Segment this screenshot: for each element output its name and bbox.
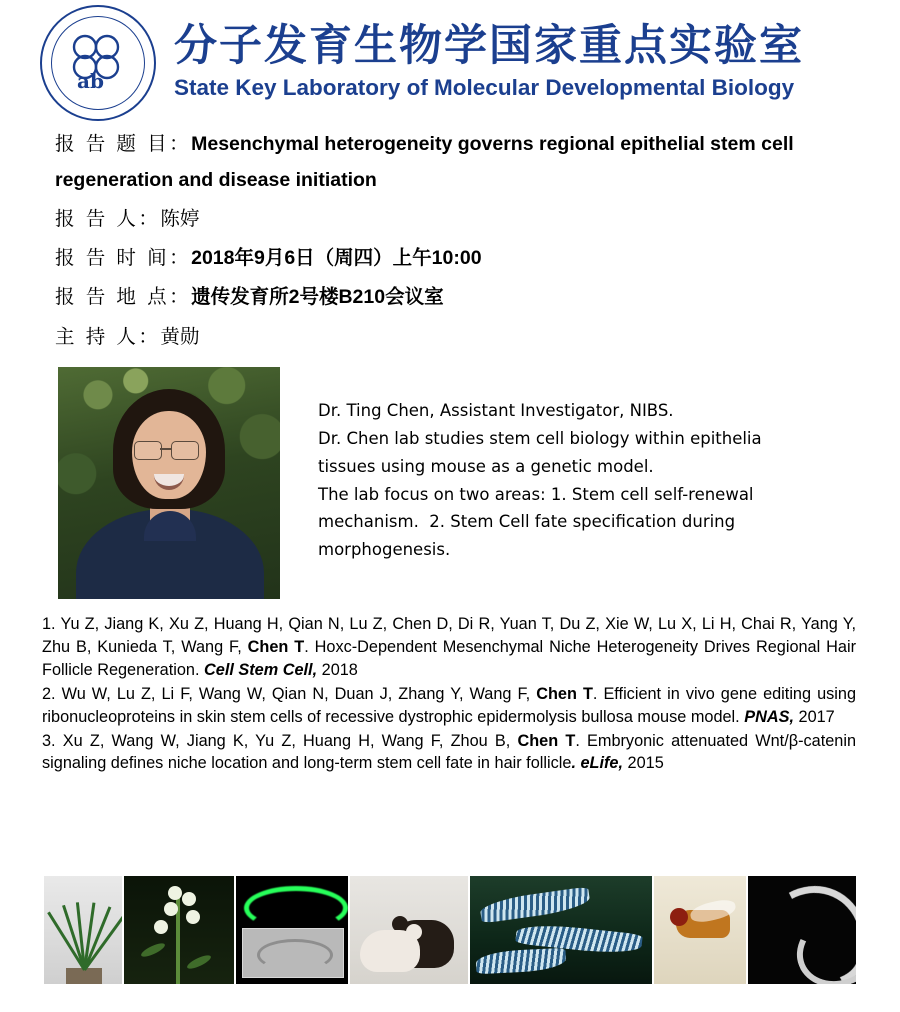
place-row <box>55 281 858 314</box>
place-label: 报 告 地 点： <box>55 285 192 309</box>
flower-petal <box>154 920 168 934</box>
bio-line-3: tissues using mouse as a genetic model. <box>318 456 654 476</box>
plant-pot <box>66 968 102 984</box>
zebrafish <box>479 886 591 923</box>
speaker-value: 陈婷 <box>160 207 200 231</box>
time-value: 2018年9月6日（周四）上午10:00 <box>191 246 482 269</box>
publication-authors: Wu W, Lu Z, Li F, Wang W, Qian N, Duan J, Zhang Y, Wang F, <box>61 684 537 703</box>
publication-highlight-author: Chen T <box>247 638 305 657</box>
publication-index: 2. <box>42 684 56 703</box>
mice-photo <box>350 876 468 984</box>
publication-item <box>42 730 856 776</box>
zebrafish <box>475 948 566 975</box>
model-organism-filmstrip <box>44 876 856 984</box>
flower-leaf <box>140 941 167 959</box>
laboratory-title-cn: 分子发育生物学国家重点实验室 <box>174 20 804 71</box>
speaker-label: 报 告 人： <box>55 207 161 231</box>
logo-molecule-icon <box>65 34 131 92</box>
publication-authors: Xu Z, Wang W, Jiang K, Yu Z, Huang H, Wang F, Zhou B, <box>62 731 518 750</box>
flower-petal <box>168 886 182 900</box>
publication-item <box>42 683 856 729</box>
host-label: 主 持 人： <box>55 324 161 348</box>
svg-text:ab: ab <box>77 69 104 92</box>
speaker-section <box>0 359 900 599</box>
publication-year: 2018 <box>317 661 358 680</box>
host-row <box>55 321 858 353</box>
portrait-glasses-bridge <box>160 448 171 450</box>
c-elegans-micrograph <box>748 876 856 984</box>
bio-line-6: morphogenesis. <box>318 540 451 560</box>
publication-journal: PNAS, <box>744 707 794 726</box>
publication-journal: . eLife, <box>571 754 624 773</box>
publication-list <box>0 599 900 775</box>
arabidopsis-flower-photo <box>124 876 234 984</box>
publication-authors: Yu Z, Jiang K, Xu Z, Huang H, Qian N, Lu Z, Chen D, Di R, Yuan T, Du Z, Xie W, Lu X, Li H, Chai R, Yang Y, Zhu B, Kunieda T, Wang F, <box>42 615 856 657</box>
laboratory-title-en: State Key Laboratory of Molecular Developmental Biology <box>174 74 795 100</box>
dic-inset-panel <box>242 928 344 978</box>
speaker-bio <box>318 367 762 563</box>
publication-journal: Cell Stem Cell, <box>204 661 318 680</box>
speaker-portrait-photo <box>58 367 280 599</box>
place-value: 遗传发育所2号楼B210会议室 <box>191 286 444 309</box>
mouse-ear <box>406 924 422 940</box>
publication-item <box>42 613 856 681</box>
publication-index: 3. <box>42 731 56 750</box>
drosophila-fly-photo <box>654 876 746 984</box>
publication-title: . Hoxc-Dependent Mesenchymal Niche Heterogeneity Drives Regional Hair Follicle Regeneration. <box>42 638 856 680</box>
publication-title: . Embryonic attenuated Wnt/β-catenin signaling defines niche location and long-term stem cell fate in hair follicle <box>42 731 857 773</box>
publication-index: 1. <box>42 615 56 634</box>
topic-value-line1: Mesenchymal heterogeneity governs regional epithelial stem cell <box>191 133 794 155</box>
publication-highlight-author: Chen T <box>517 731 576 750</box>
publication-year: 2017 <box>793 707 835 726</box>
publication-highlight-author: Chen T <box>536 684 593 703</box>
flower-petal <box>164 902 178 916</box>
bio-line-1: Dr. Ting Chen, Assistant Investigator, NIBS. <box>318 401 674 421</box>
gfp-signal <box>244 886 348 930</box>
seminar-info <box>0 112 900 352</box>
topic-row <box>55 128 858 196</box>
page-header <box>0 0 900 112</box>
topic-value-line2: regeneration and disease initiation <box>55 168 377 191</box>
publication-year: 2015 <box>623 754 664 773</box>
bio-line-2: Dr. Chen lab studies stem cell biology within epithelia <box>318 429 762 449</box>
fly-eye <box>670 908 688 926</box>
bio-line-5: mechanism. 2. Stem Cell fate specification during <box>318 512 736 532</box>
publication-title: . Efficient in vivo gene editing using ribonucleoproteins in skin stem cells of recessive dystrophic epidermolysis bullosa mouse model. <box>42 684 857 726</box>
rice-plant-photo <box>44 876 122 984</box>
laboratory-title-block <box>174 20 804 100</box>
speaker-row <box>55 203 858 235</box>
flower-petal <box>186 910 200 924</box>
gfp-embryo-micrograph <box>236 876 348 984</box>
flower-leaf <box>186 953 213 971</box>
time-row <box>55 242 858 275</box>
portrait-glasses-right <box>171 441 199 460</box>
laboratory-logo <box>40 5 156 121</box>
portrait-glasses-left <box>134 441 162 460</box>
topic-label: 报 告 题 目： <box>55 132 192 155</box>
zebrafish-photo <box>470 876 652 984</box>
time-label: 报 告 时 间： <box>55 245 192 269</box>
host-value: 黄勋 <box>160 324 200 348</box>
bio-line-4: The lab focus on two areas: 1. Stem cell self-renewal <box>318 484 754 504</box>
flower-petal <box>182 892 196 906</box>
